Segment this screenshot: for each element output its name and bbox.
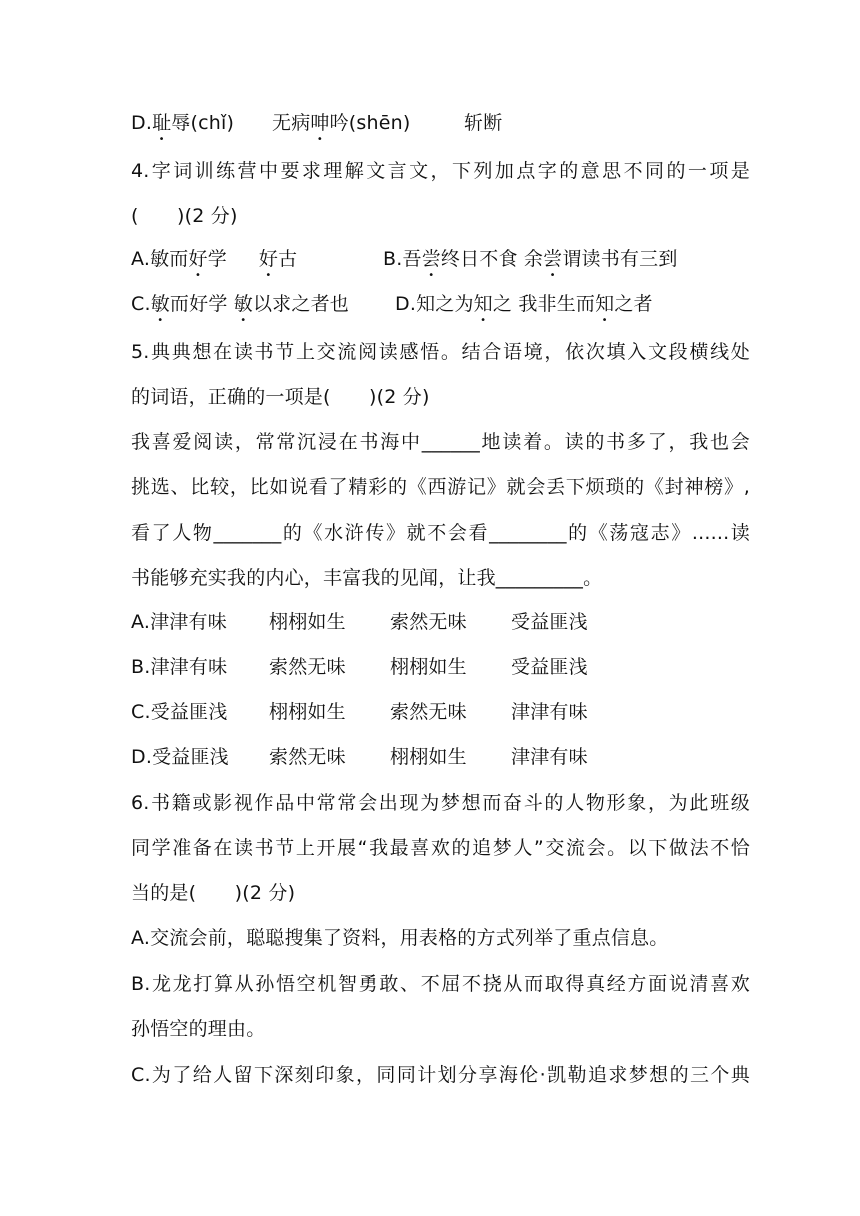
q4-option-d: D.知之为知之 我非生而知之者 — [395, 293, 653, 315]
q5-c-word1: C.受益匪浅 — [131, 701, 228, 723]
q5-option-d — [131, 734, 750, 780]
q6-stem-line2: 同学准备在读书节上开展“我最喜欢的追梦人”交流会。以下做法不恰 — [131, 837, 750, 859]
q5-a-word4: 受益匪浅 — [511, 611, 588, 633]
q5-d-word4: 津津有味 — [511, 746, 588, 768]
q5-option-b — [131, 644, 750, 690]
q6-option-c-line1: C.为了给人留下深刻印象，同同计划分享海伦·凯勒追求梦想的三个典 — [131, 1064, 750, 1086]
q5-c-word2: 栩栩如生 — [269, 701, 346, 723]
q4-stem-line2: ( )(2 分) — [131, 205, 238, 227]
q5-b-word3: 栩栩如生 — [390, 656, 467, 678]
q5-b-word2: 索然无味 — [269, 656, 346, 678]
q6-option-b-line2: 孙悟空的理由。 — [131, 1018, 266, 1040]
q5-option-a — [131, 599, 750, 645]
q5-passage-line4: 书能够充实我的内心，丰富我的见闻，让我_________。 — [131, 567, 603, 589]
q3-option-d — [131, 100, 750, 146]
q5-d-word1: D.受益匪浅 — [131, 746, 229, 768]
q5-b-word1: B.津津有味 — [131, 656, 228, 678]
q4-options-ab — [131, 236, 750, 282]
q5-b-word4: 受益匪浅 — [511, 656, 588, 678]
q4-stem-line1: 4.字词训练营中要求理解文言文，下列加点字的意思不同的一项是 — [131, 160, 750, 182]
q3-d-word2: 无病呻吟(shēn) — [272, 112, 411, 134]
q6-option-a: A.交流会前，聪聪搜集了资料，用表格的方式列举了重点信息。 — [131, 927, 669, 949]
q3-d-word3: 斩断 — [464, 112, 503, 134]
q5-stem-line1: 5.典典想在读书节上交流阅读感悟。结合语境，依次填入文段横线处 — [131, 341, 750, 363]
q6-stem-line1: 6.书籍或影视作品中常常会出现为梦想而奋斗的人物形象，为此班级 — [131, 792, 750, 814]
q5-a-word1: A.津津有味 — [131, 611, 227, 633]
q5-c-word4: 津津有味 — [511, 701, 588, 723]
q3-d-word1: D.耻辱(chǐ) — [131, 112, 235, 134]
q5-passage-line3: 看了人物_______的《水浒传》就不会看________的《荡寇志》......读 — [131, 522, 750, 544]
q5-a-word3: 索然无味 — [390, 611, 467, 633]
q5-c-word3: 索然无味 — [390, 701, 467, 723]
q5-a-word2: 栩栩如生 — [269, 611, 346, 633]
q5-stem-line2: 的词语，正确的一项是( )(2 分) — [131, 386, 430, 408]
q4-option-c: C.敏而好学 敏以求之者也 — [131, 293, 349, 315]
q5-passage-line2: 挑选、比较，比如说看了精彩的《西游记》就会丢下烦琐的《封神榜》, — [131, 476, 750, 498]
q6-option-b-line1: B.龙龙打算从孙悟空机智勇敢、不屈不挠从而取得真经方面说清喜欢 — [131, 973, 750, 995]
q4-option-a: A.敏而好学 好古 — [131, 248, 298, 270]
q5-d-word3: 栩栩如生 — [390, 746, 467, 768]
q4-option-b: B.吾尝终日不食 余尝谓读书有三到 — [383, 248, 678, 270]
q5-option-c — [131, 689, 750, 735]
q6-stem-line3: 当的是( )(2 分) — [131, 882, 296, 904]
q5-passage-line1: 我喜爱阅读，常常沉浸在书海中______地读着。读的书多了，我也会 — [131, 431, 750, 453]
q5-d-word2: 索然无味 — [269, 746, 346, 768]
q4-options-cd — [131, 281, 750, 327]
